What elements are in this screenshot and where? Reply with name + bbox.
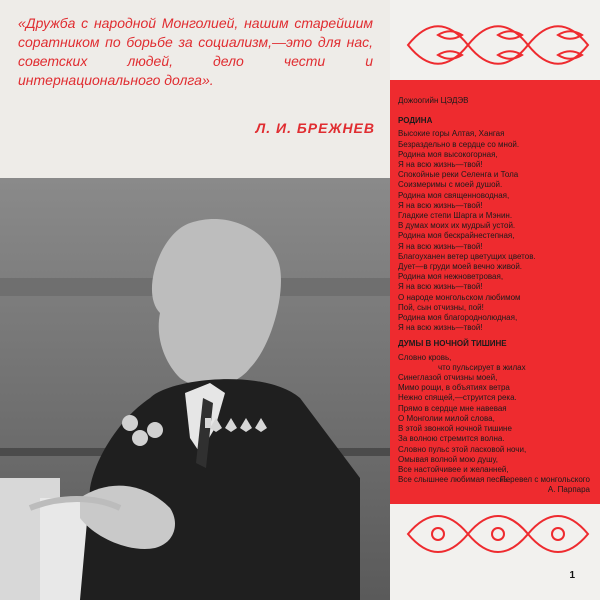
translation-line: А. Парпара xyxy=(547,485,590,494)
poem-title-rodina: РОДИНА xyxy=(398,116,433,126)
quote-signature: Л. И. БРЕЖНЕВ xyxy=(255,120,375,136)
poem-line: Я на всю жизнь—твой! xyxy=(398,160,483,170)
poem-line: Я на всю жизнь—твой! xyxy=(398,241,483,251)
poem-rodina-lines xyxy=(398,129,592,333)
poem-line: За волною стремится волна. xyxy=(398,434,505,444)
poem-author: Дожоогийн ЦЭДЭВ xyxy=(398,96,469,105)
poem-line: Спокойные реки Селенга и Тола xyxy=(398,170,519,180)
poem-line: Благоуханен ветер цветущих цветов. xyxy=(398,251,536,261)
quote-text: «Дружба с народной Монголией, нашим старейшим соратником по борьбе за социализм,—это для нас, советских людей, дело чести и интернационального долга». xyxy=(18,15,373,88)
poem-line: Родина моя священноводная, xyxy=(398,190,510,200)
poem-line: Безраздельно в сердце со мной. xyxy=(398,139,520,149)
poem-line: Родина моя нежноветровая, xyxy=(398,272,504,282)
poem-line: В думах моих их мудрый устой. xyxy=(398,221,516,231)
poem-line: В этой звонкой ночной тишине xyxy=(398,424,512,434)
poem-dumy-lines xyxy=(398,353,592,486)
translation-note xyxy=(500,475,590,495)
poem-line: Прямо в сердце мне навевая xyxy=(398,403,507,413)
poems-block xyxy=(398,96,592,485)
poem-line: Я на всю жизнь—твой! xyxy=(398,323,483,333)
poem-line: Дует—в груди моей вечно живой. xyxy=(398,262,523,272)
poem-title-dumy: ДУМЫ В НОЧНОЙ ТИШИНЕ xyxy=(398,339,507,349)
poem-line: Все настойчивее и желанней, xyxy=(398,464,509,474)
poem-line: Я на всю жизнь—твой! xyxy=(398,200,483,210)
poem-line: Синеглазой отчизны моей, xyxy=(398,373,498,383)
ornament-bottom-icon xyxy=(398,502,594,566)
poem-line: Словно кровь, xyxy=(398,352,452,362)
poem-line: О народе монгольском любимом xyxy=(398,292,521,302)
page-number: 1 xyxy=(569,570,575,581)
poem-line: Высокие горы Алтая, Хангая xyxy=(398,129,505,139)
poem-line: Гладкие степи Шарга и Мэнин. xyxy=(398,211,513,221)
poem-line: Родина моя бескрайнестепная, xyxy=(398,231,515,241)
translation-line: Перевел с монгольского xyxy=(499,475,590,484)
poem-line: Родина моя благороднолюдная, xyxy=(398,313,518,323)
poem-line: Мимо рощи, в объятиях ветра xyxy=(398,383,510,393)
poem-line: Все слышнее любимая песнь. xyxy=(398,475,511,485)
poem-line: О Монголии милой слова, xyxy=(398,413,495,423)
poem-line: Пой, сын отчизны, пой! xyxy=(398,302,484,312)
poem-line: Соизмеримы с моей душой. xyxy=(398,180,503,190)
portrait-illustration xyxy=(0,178,390,600)
poem-line: Родина моя высокогорная, xyxy=(398,149,498,159)
ornament-top-icon xyxy=(398,10,594,80)
poem-line: Омывая волной мою душу, xyxy=(398,454,498,464)
poem-line: что пульсирует в жилах xyxy=(438,362,526,372)
poem-line: Словно пульс этой ласковой ночи, xyxy=(398,444,527,454)
portrait-photo xyxy=(0,178,390,600)
right-panel xyxy=(390,0,600,600)
poem-line: Нежно спящей,—струится река. xyxy=(398,393,517,403)
poem-line: Я на всю жизнь—твой! xyxy=(398,282,483,292)
